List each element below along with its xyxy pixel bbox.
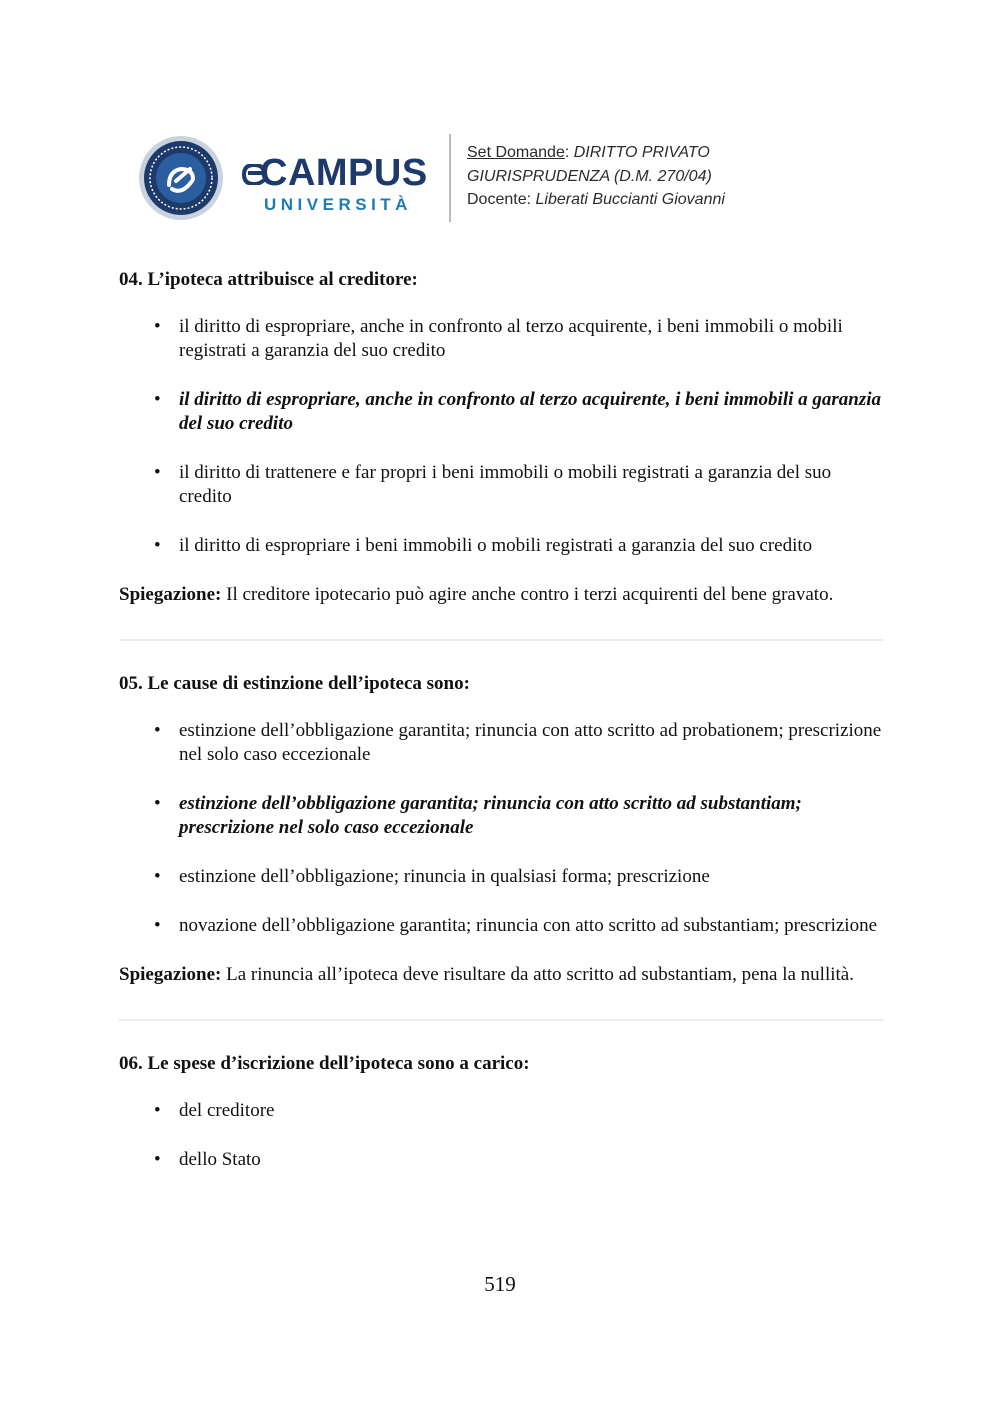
explanation-text: La rinuncia all’ipoteca deve risultare da atto scritto ad substantiam, pena la nullità. [226, 964, 854, 985]
answer-text: dello Stato [179, 1149, 261, 1170]
question-title: 05. Le cause di estinzione dell’ipoteca sono: [119, 673, 470, 694]
answer-text: estinzione dell’obbligazione garantita; rinuncia con atto scritto ad substantiam; prescrizione nel solo caso eccezionale [179, 793, 802, 838]
answer-text: il diritto di espropriare, anche in confronto al terzo acquirente, i beni immobili o mobili registrati a garanzia del suo credito [179, 316, 843, 361]
answer-option-correct [119, 792, 884, 840]
explanation [119, 583, 884, 607]
question-05 [119, 672, 884, 987]
ecampus-wordmark [242, 154, 437, 214]
answer-option-correct [119, 388, 884, 436]
bullet: • [154, 1100, 161, 1121]
teacher-line: Docente: Liberati Buccianti Giovanni [467, 191, 725, 208]
set-line: Set Domande: DIRITTO PRIVATO [467, 144, 710, 161]
explanation-text: Il creditore ipotecario può agire anche contro i terzi acquirenti del bene gravato. [226, 584, 834, 605]
answer-option [119, 865, 884, 889]
bullet: • [154, 462, 161, 483]
answer-text: il diritto di trattenere e far propri i beni immobili o mobili registrati a garanzia del suo credito [179, 462, 832, 507]
answer-option [119, 1148, 884, 1172]
bullet: • [154, 535, 161, 556]
answer-list [119, 719, 884, 938]
question-title: 06. Le spese d’iscrizione dell’ipoteca sono a carico: [119, 1053, 530, 1074]
answer-option [119, 719, 884, 767]
bullet: • [154, 720, 161, 741]
explanation [119, 963, 884, 987]
question-title: 04. L’ipoteca attribuisce al creditore: [119, 269, 418, 290]
answer-list [119, 315, 884, 558]
brand-name: CAMPUS [260, 152, 428, 194]
answer-text: novazione dell’obbligazione garantita; rinuncia con atto scritto ad substantiam; prescrizione [179, 915, 878, 936]
teacher-value: Liberati Buccianti Giovanni [535, 191, 725, 208]
bullet: • [154, 866, 161, 887]
bullet: • [154, 793, 161, 814]
bullet: • [154, 316, 161, 337]
answer-text: estinzione dell’obbligazione; rinuncia in qualsiasi forma; prescrizione [179, 866, 710, 887]
question-06 [119, 1052, 884, 1172]
explanation-label: Spiegazione: [119, 964, 222, 985]
explanation-label: Spiegazione: [119, 584, 222, 605]
answer-text: il diritto di espropriare i beni immobili o mobili registrati a garanzia del suo credito [179, 535, 813, 556]
header-divider [449, 134, 451, 222]
document-header [138, 132, 758, 224]
answer-option [119, 1099, 884, 1123]
answer-text: del creditore [179, 1100, 275, 1121]
answer-option [119, 315, 884, 363]
brand-subtitle: UNIVERSITÀ [264, 195, 412, 214]
set-value: DIRITTO PRIVATO [573, 144, 710, 161]
page-number: 519 [484, 1272, 516, 1296]
question-04 [119, 268, 884, 607]
question-separator [119, 1019, 884, 1021]
answer-text: estinzione dell’obbligazione garantita; rinuncia con atto scritto ad probationem; prescrizione nel solo caso eccezionale [179, 720, 882, 765]
university-seal-logo [138, 135, 224, 221]
teacher-label: Docente [467, 191, 527, 208]
set-label: Set Domande [467, 144, 565, 161]
course-line: GIURISPRUDENZA (D.M. 270/04) [467, 167, 712, 185]
questions-content [119, 268, 884, 1198]
answer-list [119, 1099, 884, 1172]
answer-option [119, 461, 884, 509]
answer-option [119, 914, 884, 938]
question-separator [119, 639, 884, 641]
bullet: • [154, 389, 161, 410]
answer-text: il diritto di espropriare, anche in confronto al terzo acquirente, i beni immobili a garanzia del suo credito [179, 389, 882, 434]
bullet: • [154, 1149, 161, 1170]
header-info [467, 141, 725, 212]
bullet: • [154, 915, 161, 936]
answer-option [119, 534, 884, 558]
